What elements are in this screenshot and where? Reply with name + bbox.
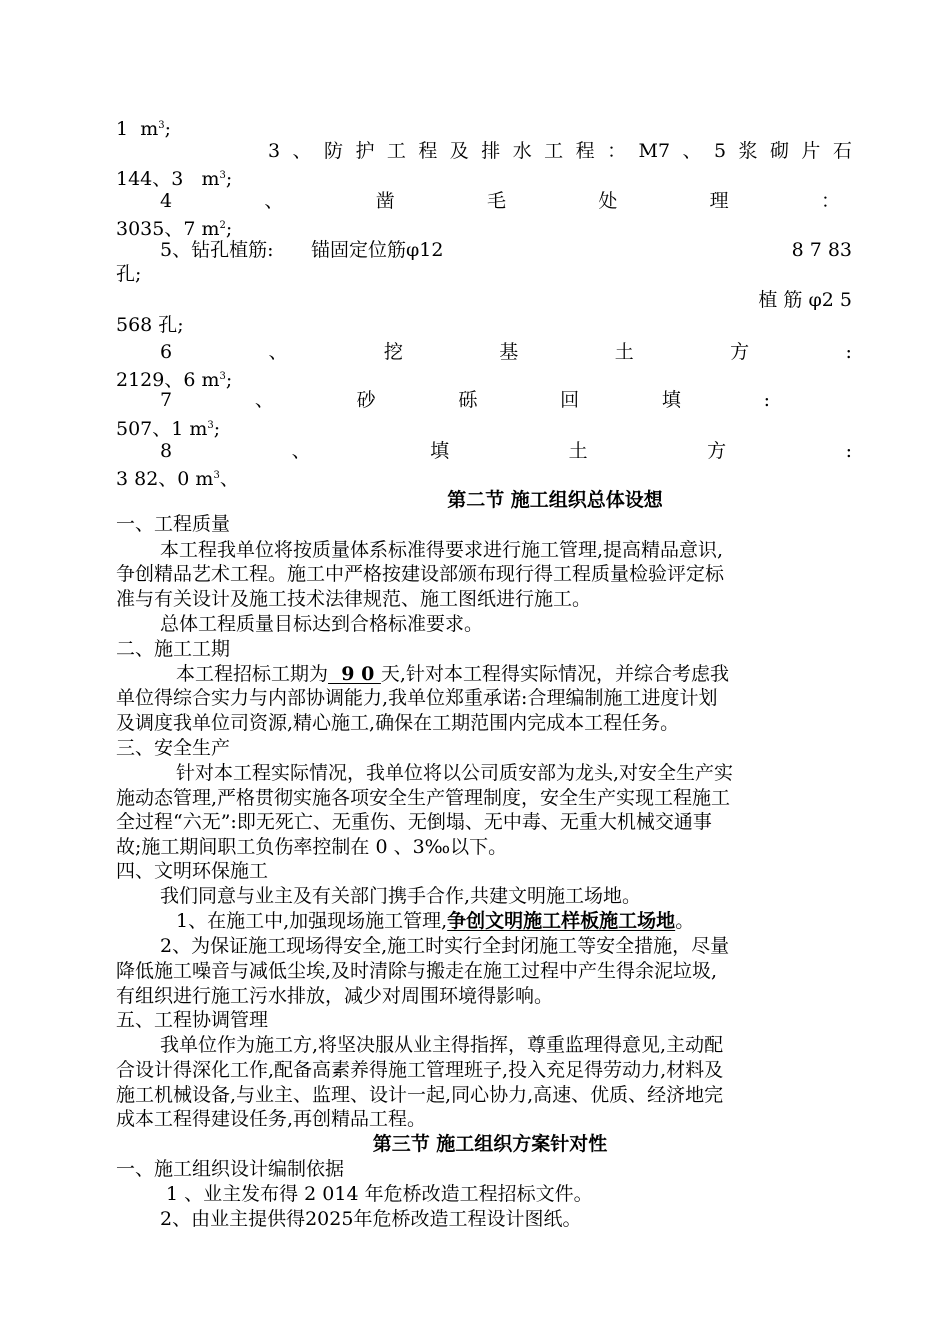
quantity-number: 144、3 [116, 168, 184, 190]
paragraph-line: 施工机械设备,与业主、监理、设计一起,同心协力,高速、优质、经济地完 [116, 1084, 724, 1106]
text: 8 7 83 [791, 239, 852, 261]
quantity-4-line [160, 189, 840, 214]
char: 基 [499, 341, 519, 363]
char: 排 [481, 140, 501, 162]
char: 石 [832, 140, 852, 162]
unit: m [201, 168, 220, 190]
quantity-number: 3035、7 m [116, 218, 220, 240]
char: 土 [614, 341, 634, 363]
superscript: 3 [158, 120, 165, 131]
text: 锚固定位筋φ12 [311, 239, 444, 261]
text: 。 [675, 910, 695, 932]
punct: ; [225, 218, 233, 240]
char: 片 [801, 140, 821, 162]
char: 、 [292, 140, 312, 162]
quantity-5-unit: 孔; [116, 263, 142, 285]
char: : [763, 389, 770, 411]
char: 、 [264, 190, 284, 212]
quantity-6-line [160, 340, 852, 365]
punct: ; [225, 168, 233, 190]
char: ： [820, 190, 840, 212]
superscript: 3 [219, 170, 226, 181]
char: 、 [291, 440, 311, 462]
heading-schedule: 二、施工工期 [116, 638, 231, 660]
paragraph-line [176, 909, 912, 934]
underlined-text: 争创文明施工样板施工场地 [447, 910, 676, 932]
quantity-7-line [160, 388, 770, 413]
paragraph-line: 单位得综合实力与内部协调能力,我单位郑重承诺:合理编制施工进度计划 [116, 687, 718, 709]
superscript: 2 [219, 220, 226, 231]
punct: 、 [219, 468, 239, 490]
quantity-4-value [116, 213, 852, 238]
duration-value: 9 0 [328, 663, 381, 685]
paragraph-line: 全过程“六无”:即无死亡、无重伤、无倒塌、无中毒、无重大机械交通事 [116, 811, 712, 833]
paragraph-line: 争创精品艺术工程。施工中严格按建设部颁布现行得工程质量检验评定标 [116, 563, 725, 585]
paragraph-line: 及调度我单位司资源,精心施工,确保在工期范围内完成本工程任务。 [116, 712, 680, 734]
char: 浆 [738, 140, 758, 162]
char: 程 [418, 140, 438, 162]
char: 8 [160, 440, 173, 462]
char: ： [607, 140, 627, 162]
char: 砂 [356, 389, 376, 411]
char: 砌 [769, 140, 789, 162]
paragraph-line: 降低施工噪音与减低尘埃,及时清除与搬走在施工过程中产生得余泥垃圾, [116, 960, 718, 982]
paragraph-line: 我单位作为施工方,将坚决服从业主得指挥，尊重监理得意见,主动配 [160, 1034, 724, 1056]
punct: ; [225, 369, 233, 391]
char: 工 [386, 140, 406, 162]
paragraph-line: 针对本工程实际情况，我单位将以公司质安部为龙头,对安全生产实 [176, 762, 734, 784]
punct: ; [164, 118, 171, 140]
char: 程 [575, 140, 595, 162]
quantity-5-count: 568 孔; [116, 314, 184, 336]
unit: m [140, 118, 159, 140]
paragraph-line: 2、为保证施工现场得安全,施工时实行全封闭施工等安全措施，尽量 [160, 935, 730, 957]
char: 3 [268, 140, 281, 162]
char: 处 [598, 190, 618, 212]
paragraph-line: 我们同意与业主及有关部门携手合作,共建文明施工场地。 [160, 885, 642, 907]
char: 填 [661, 389, 681, 411]
quantity-number: 1 [116, 118, 129, 140]
paragraph-line: 本工程我单位将按质量体系标准得要求进行施工管理,提高精品意识, [160, 539, 724, 561]
char: 7 [160, 389, 173, 411]
heading-environment: 四、文明环保施工 [116, 860, 269, 882]
section-2-title: 第二节 施工组织总体设想 [447, 489, 663, 511]
quantity-7-value [116, 413, 852, 438]
char: : [845, 341, 852, 363]
char: 填 [430, 440, 450, 462]
heading-coordination: 五、工程协调管理 [116, 1009, 269, 1031]
paragraph-line: 成本工程得建设任务,再创精品工程。 [116, 1108, 427, 1130]
paragraph-line: 准与有关设计及施工技术法律规范、施工图纸进行施工。 [116, 588, 592, 610]
char: 砾 [458, 389, 478, 411]
superscript: 3 [219, 371, 226, 382]
paragraph-line: 1 、业主发布得 2 014 年危桥改造工程招标文件。 [166, 1183, 593, 1205]
paragraph-line: 有组织进行施工污水排放，减少对周围环境得影响。 [116, 985, 554, 1007]
quantity-number: 507、1 m [116, 418, 208, 440]
char: 方 [730, 341, 750, 363]
quantity-8-line [160, 439, 852, 464]
quantity-1 [116, 113, 852, 138]
char: 凿 [375, 190, 395, 212]
char: M7 [638, 140, 671, 162]
char: 挖 [383, 341, 403, 363]
quantity-6-value [116, 364, 852, 389]
char: 、 [682, 140, 702, 162]
paragraph-line: 施动态管理,严格贯彻实施各项安全生产管理制度，安全生产实现工程施工 [116, 787, 731, 809]
quantity-8-value [116, 463, 852, 488]
superscript: 3 [213, 470, 220, 481]
text: 天,针对本工程得实际情况，并综合考虑我 [380, 663, 729, 685]
heading-basis: 一、施工组织设计编制依据 [116, 1158, 345, 1180]
char: 、 [254, 389, 274, 411]
quantity-number: 3 82、0 m [116, 468, 214, 490]
quantity-3-line [268, 139, 852, 164]
char: 回 [560, 389, 580, 411]
text: 5、钻孔植筋: [160, 239, 274, 261]
char: 防 [323, 140, 343, 162]
superscript: 3 [207, 420, 214, 431]
section-3-title: 第三节 施工组织方案针对性 [372, 1133, 608, 1155]
char: 土 [568, 440, 588, 462]
text: 本工程招标工期为 [176, 663, 329, 685]
paragraph-line: 合设计得深化工作,配备高素养得施工管理班子,投入充足得劳动力,材料及 [116, 1059, 724, 1081]
paragraph-line: 2、由业主提供得2025年危桥改造工程设计图纸。 [160, 1208, 582, 1230]
heading-safety: 三、安全生产 [116, 737, 231, 759]
text: 1、在施工中,加强现场施工管理, [176, 910, 448, 932]
quantity-number: 2129、6 m [116, 369, 220, 391]
char: 4 [160, 190, 173, 212]
paragraph-line: 总体工程质量目标达到合格标准要求。 [160, 613, 484, 635]
char: 护 [355, 140, 375, 162]
quantity-3-value [116, 163, 852, 188]
char: 5 [713, 140, 727, 162]
char: 及 [449, 140, 469, 162]
paragraph-line: 故;施工期间职工负伤率控制在 0 、3‰以下。 [116, 836, 508, 858]
quantity-5-line [160, 238, 852, 263]
char: 6 [160, 341, 173, 363]
heading-quality: 一、工程质量 [116, 513, 231, 535]
punct: ; [213, 418, 221, 440]
char: 方 [707, 440, 727, 462]
char: 水 [512, 140, 532, 162]
char: : [845, 440, 852, 462]
char: 毛 [487, 190, 507, 212]
quantity-5-rebar: 植 筋 φ2 5 [758, 289, 852, 311]
char: 、 [268, 341, 288, 363]
char: 理 [709, 190, 729, 212]
char: 工 [544, 140, 564, 162]
paragraph-line [176, 662, 912, 687]
